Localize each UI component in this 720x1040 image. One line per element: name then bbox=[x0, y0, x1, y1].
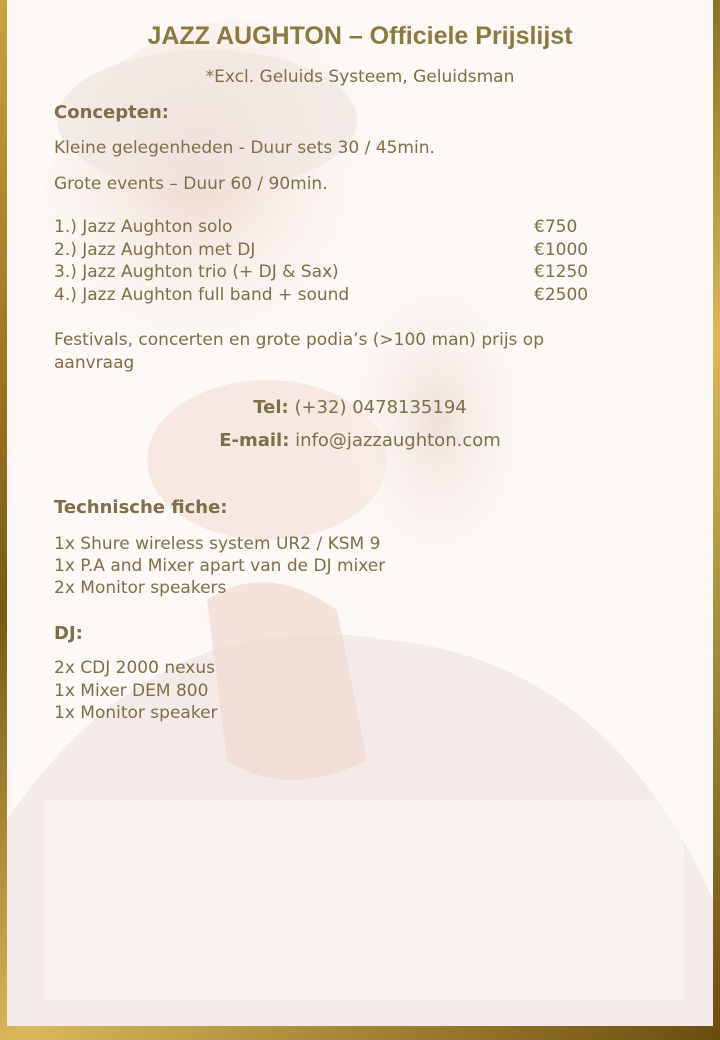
email-label: E-mail: bbox=[219, 430, 290, 451]
dj-item: 2x CDJ 2000 nexus bbox=[54, 658, 215, 678]
price-row-label: 1.) Jazz Aughton solo bbox=[54, 217, 233, 237]
technical-heading: Technische fiche: bbox=[54, 497, 228, 518]
phone-contact bbox=[7, 397, 713, 418]
concepts-heading: Concepten: bbox=[54, 102, 169, 123]
price-row-label: 2.) Jazz Aughton met DJ bbox=[54, 240, 256, 260]
subtitle-note: *Excl. Geluids Systeem, Geluidsman bbox=[205, 67, 515, 87]
email-contact bbox=[7, 430, 713, 451]
festival-note: Festivals, concerten en grote podia’s (>100 man) prijs op aanvraag bbox=[54, 330, 544, 373]
document-content bbox=[7, 0, 713, 1026]
technical-item: 1x P.A and Mixer apart van de DJ mixer bbox=[54, 556, 386, 576]
price-row-label: 4.) Jazz Aughton full band + sound bbox=[54, 285, 350, 305]
price-row-value: €750 bbox=[534, 217, 578, 237]
phone-number[interactable]: (+32) 0478135194 bbox=[288, 397, 467, 418]
price-row bbox=[54, 285, 654, 307]
price-row-label: 3.) Jazz Aughton trio (+ DJ & Sax) bbox=[54, 262, 339, 282]
page-title: JAZZ AUGHTON – Officiele Prijslijst bbox=[147, 22, 573, 50]
concept-large-events: Grote events – Duur 60 / 90min. bbox=[54, 174, 328, 194]
price-list-page bbox=[7, 0, 713, 1026]
concept-small-events: Kleine gelegenheden - Duur sets 30 / 45min. bbox=[54, 138, 435, 158]
technical-item: 1x Shure wireless system UR2 / KSM 9 bbox=[54, 534, 381, 554]
price-row bbox=[54, 240, 654, 262]
email-address[interactable]: info@jazzaughton.com bbox=[289, 430, 501, 451]
dj-heading: DJ: bbox=[54, 623, 83, 644]
price-row bbox=[54, 217, 654, 239]
dj-item: 1x Mixer DEM 800 bbox=[54, 681, 209, 701]
price-row-value: €2500 bbox=[534, 285, 589, 305]
dj-item: 1x Monitor speaker bbox=[54, 703, 218, 723]
price-row bbox=[54, 262, 654, 284]
technical-item: 2x Monitor speakers bbox=[54, 578, 227, 598]
price-row-value: €1000 bbox=[534, 240, 589, 260]
phone-label: Tel: bbox=[253, 397, 289, 418]
price-row-value: €1250 bbox=[534, 262, 589, 282]
